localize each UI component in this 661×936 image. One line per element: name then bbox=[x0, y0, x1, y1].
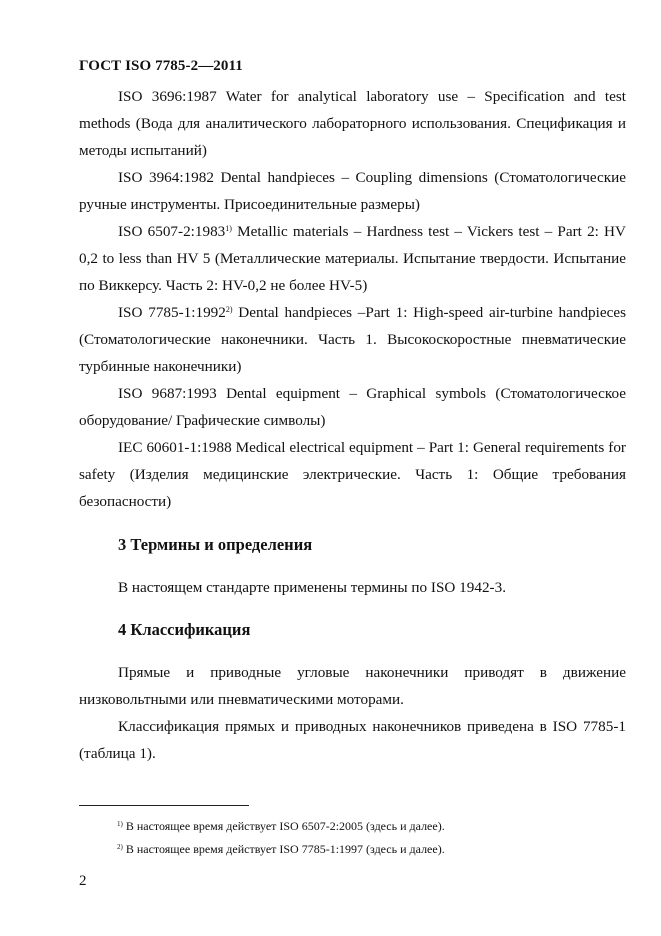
reference-code: ISO 6507-2:1983 bbox=[118, 223, 226, 240]
reference-iso-6507-2 bbox=[79, 218, 626, 299]
main-text bbox=[79, 83, 626, 767]
section-4-heading: 4 Классификация bbox=[118, 620, 251, 639]
footnote-mark: 2) bbox=[117, 843, 123, 851]
footnote-text: В настоящее время действует ISO 7785-1:1997 (здесь и далее). bbox=[125, 842, 445, 856]
reference-code: ISO 7785-1:1992 bbox=[118, 304, 226, 321]
section-4-paragraph: Прямые и приводные угловые наконечники приводят в движение низковольтными или пневматическими моторами. bbox=[79, 664, 626, 708]
footnote-mark: 2) bbox=[225, 305, 233, 314]
reference-title: Metallic materials – Hardness test – Vickers test – Part 2: HV 0,2 to less than HV 5 (Металлические материалы. Испытание твердости. Испытание по Виккерсу. Часть 2: HV-0,2 не более HV-5) bbox=[79, 223, 626, 294]
reference-iso-9687: ISO 9687:1993 Dental equipment – Graphical symbols (Стоматологическое оборудование/ Графические символы) bbox=[79, 385, 626, 429]
footnote-divider bbox=[79, 805, 249, 806]
footnote-mark: 1) bbox=[117, 820, 123, 828]
reference-iec-60601-1: IEC 60601-1:1988 Medical electrical equipment – Part 1: General requirements for safety (Изделия медицинские электрические. Часть 1: Общие требования безопасности) bbox=[79, 439, 626, 510]
page-number: 2 bbox=[79, 873, 87, 889]
footnote-2 bbox=[79, 838, 626, 861]
footnote-1 bbox=[79, 815, 626, 838]
reference-title: Dental handpieces –Part 1: High-speed air-turbine handpieces (Стоматологические наконечники. Часть 1. Высокоскоростные пневматические турбинные наконечники) bbox=[79, 304, 626, 375]
reference-iso-7785-1 bbox=[79, 299, 626, 380]
footnotes bbox=[79, 815, 626, 861]
section-4-paragraph: Классификация прямых и приводных наконечников приведена в ISO 7785-1 (таблица 1). bbox=[79, 718, 626, 762]
reference-iso-3964: ISO 3964:1982 Dental handpieces – Coupling dimensions (Стоматологические ручные инструменты. Присоединительные размеры) bbox=[79, 169, 626, 213]
standard-header: ГОСТ ISO 7785-2—2011 bbox=[79, 58, 243, 74]
reference-iso-3696: ISO 3696:1987 Water for analytical laboratory use – Specification and test methods (Вода для аналитического лабораторного использования. Спецификация и методы испытаний) bbox=[79, 88, 626, 159]
section-3-heading: 3 Термины и определения bbox=[118, 535, 313, 554]
footnote-mark: 1) bbox=[225, 224, 232, 233]
section-3-paragraph: В настоящем стандарте применены термины по ISO 1942-3. bbox=[118, 579, 506, 596]
footnote-text: В настоящее время действует ISO 6507-2:2005 (здесь и далее). bbox=[125, 819, 445, 833]
